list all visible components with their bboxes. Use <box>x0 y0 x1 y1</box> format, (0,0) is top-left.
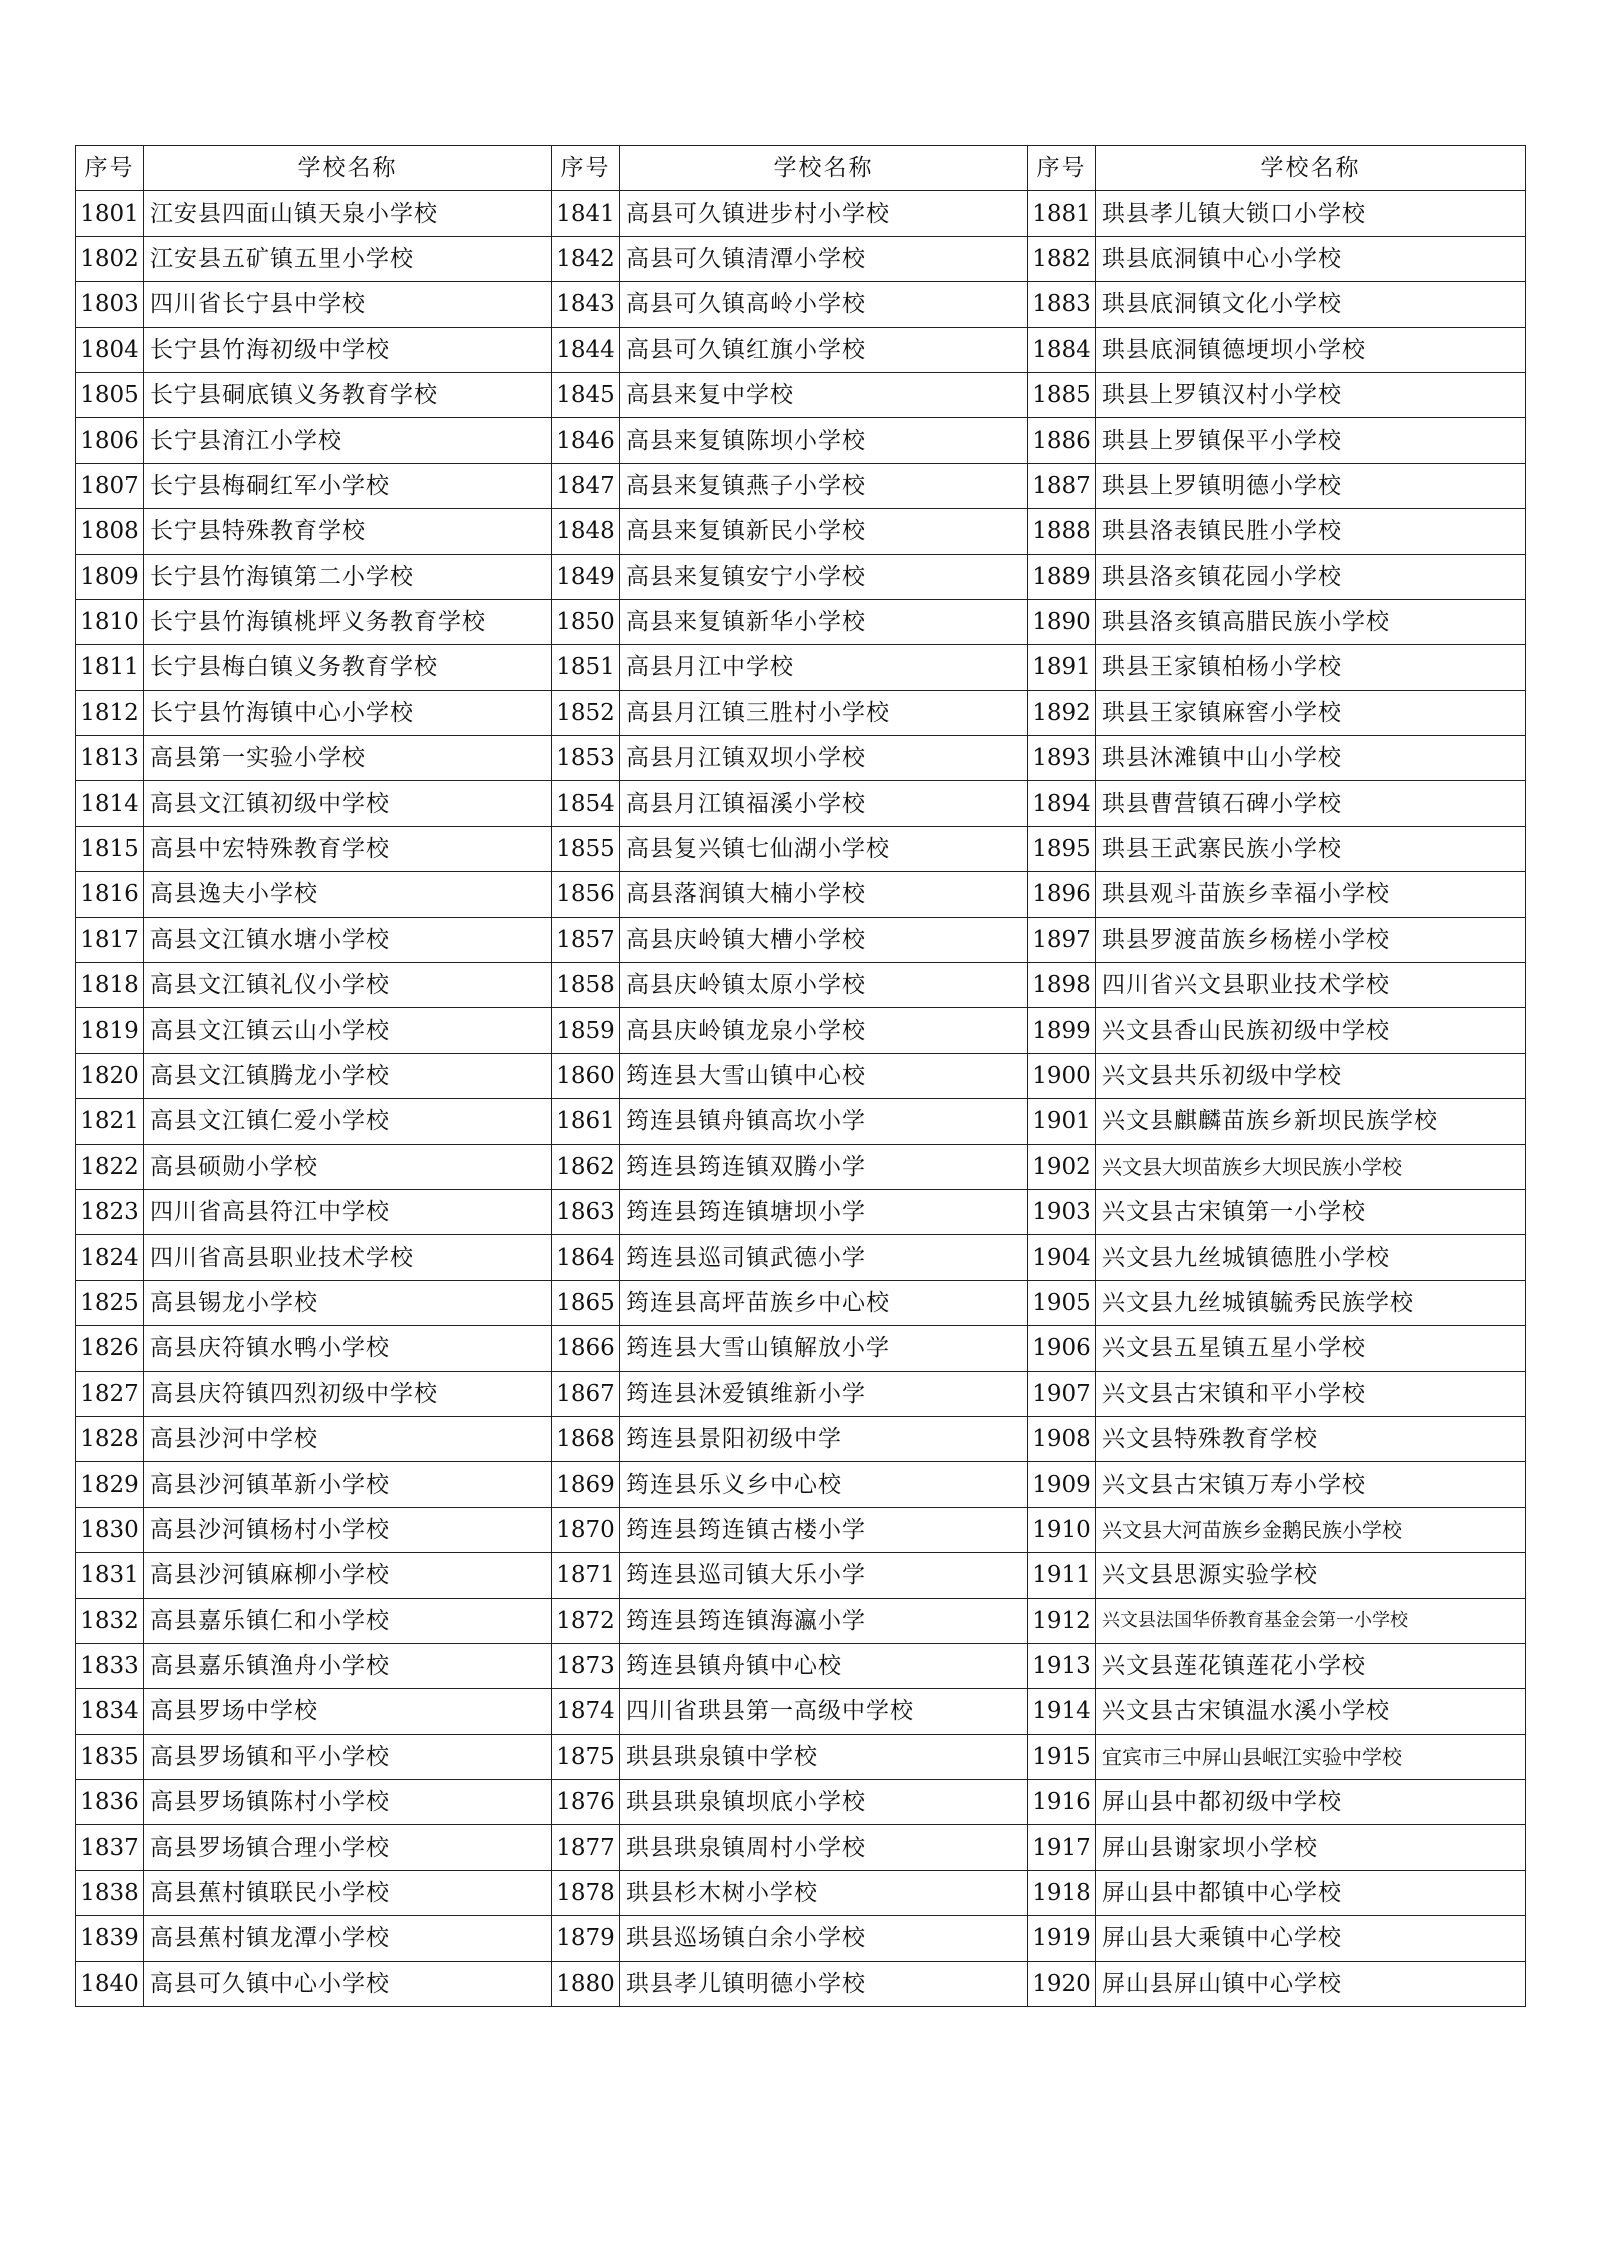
school-name: 屏山县中都初级中学校 <box>1096 1780 1526 1825</box>
row-number: 1879 <box>552 1916 620 1961</box>
school-name: 珙县王武寨民族小学校 <box>1096 826 1526 871</box>
school-name: 四川省长宁县中学校 <box>144 282 552 327</box>
table-row <box>76 1643 1526 1688</box>
row-number: 1911 <box>1028 1553 1096 1598</box>
row-number: 1825 <box>76 1280 144 1325</box>
table-row <box>76 1916 1526 1961</box>
row-number: 1810 <box>76 599 144 644</box>
school-name: 筠连县巡司镇大乐小学 <box>620 1553 1028 1598</box>
school-name: 高县庆符镇四烈初级中学校 <box>144 1371 552 1416</box>
table-row <box>76 1416 1526 1461</box>
school-name: 高县文江镇水塘小学校 <box>144 917 552 962</box>
row-number: 1801 <box>76 191 144 236</box>
row-number: 1883 <box>1028 282 1096 327</box>
header-num-1: 序号 <box>76 146 144 191</box>
row-number: 1850 <box>552 599 620 644</box>
row-number: 1920 <box>1028 1961 1096 2006</box>
school-name: 长宁县特殊教育学校 <box>144 509 552 554</box>
row-number: 1902 <box>1028 1144 1096 1189</box>
row-number: 1820 <box>76 1053 144 1098</box>
table-row <box>76 645 1526 690</box>
school-name: 珙县上罗镇明德小学校 <box>1096 463 1526 508</box>
school-name: 高县沙河镇麻柳小学校 <box>144 1553 552 1598</box>
school-name: 高县文江镇礼仪小学校 <box>144 963 552 1008</box>
row-number: 1915 <box>1028 1734 1096 1779</box>
row-number: 1870 <box>552 1507 620 1552</box>
row-number: 1882 <box>1028 236 1096 281</box>
school-name: 兴文县古宋镇第一小学校 <box>1096 1189 1526 1234</box>
table-row <box>76 599 1526 644</box>
row-number: 1912 <box>1028 1598 1096 1643</box>
school-name: 珙县珙泉镇周村小学校 <box>620 1825 1028 1870</box>
row-number: 1813 <box>76 736 144 781</box>
school-name: 高县文江镇腾龙小学校 <box>144 1053 552 1098</box>
school-list-table <box>75 145 1526 2007</box>
school-name: 珙县罗渡苗族乡杨槎小学校 <box>1096 917 1526 962</box>
row-number: 1845 <box>552 372 620 417</box>
school-name: 筠连县镇舟镇高坎小学 <box>620 1099 1028 1144</box>
row-number: 1818 <box>76 963 144 1008</box>
school-name: 高县来复镇新华小学校 <box>620 599 1028 644</box>
row-number: 1874 <box>552 1689 620 1734</box>
table-row <box>76 282 1526 327</box>
school-name: 长宁县竹海镇第二小学校 <box>144 554 552 599</box>
school-name: 珙县上罗镇保平小学校 <box>1096 418 1526 463</box>
school-name: 珙县洛表镇民胜小学校 <box>1096 509 1526 554</box>
school-name: 珙县杉木树小学校 <box>620 1870 1028 1915</box>
table-row <box>76 236 1526 281</box>
school-name: 高县沙河中学校 <box>144 1416 552 1461</box>
table-row <box>76 1144 1526 1189</box>
row-number: 1905 <box>1028 1280 1096 1325</box>
row-number: 1841 <box>552 191 620 236</box>
school-name: 高县沙河镇杨村小学校 <box>144 1507 552 1552</box>
school-name: 高县沙河镇革新小学校 <box>144 1462 552 1507</box>
row-number: 1842 <box>552 236 620 281</box>
row-number: 1824 <box>76 1235 144 1280</box>
row-number: 1809 <box>76 554 144 599</box>
row-number: 1830 <box>76 1507 144 1552</box>
row-number: 1838 <box>76 1870 144 1915</box>
school-name: 高县庆符镇水鸭小学校 <box>144 1326 552 1371</box>
school-name: 四川省兴文县职业技术学校 <box>1096 963 1526 1008</box>
school-name: 珙县王家镇柏杨小学校 <box>1096 645 1526 690</box>
school-name: 兴文县五星镇五星小学校 <box>1096 1326 1526 1371</box>
row-number: 1839 <box>76 1916 144 1961</box>
header-name-1: 学校名称 <box>144 146 552 191</box>
row-number: 1871 <box>552 1553 620 1598</box>
school-name: 珙县王家镇麻窖小学校 <box>1096 690 1526 735</box>
table-row <box>76 463 1526 508</box>
row-number: 1806 <box>76 418 144 463</box>
school-name: 筠连县景阳初级中学 <box>620 1416 1028 1461</box>
row-number: 1833 <box>76 1643 144 1688</box>
school-name: 筠连县筠连镇古楼小学 <box>620 1507 1028 1552</box>
school-name: 兴文县大坝苗族乡大坝民族小学校 <box>1096 1144 1526 1189</box>
table-row <box>76 1189 1526 1234</box>
row-number: 1815 <box>76 826 144 871</box>
row-number: 1857 <box>552 917 620 962</box>
table-row <box>76 554 1526 599</box>
school-name: 江安县四面山镇天泉小学校 <box>144 191 552 236</box>
school-name: 高县锡龙小学校 <box>144 1280 552 1325</box>
school-name: 屏山县中都镇中心学校 <box>1096 1870 1526 1915</box>
row-number: 1860 <box>552 1053 620 1098</box>
row-number: 1853 <box>552 736 620 781</box>
school-name: 珙县上罗镇汉村小学校 <box>1096 372 1526 417</box>
school-name: 筠连县巡司镇武德小学 <box>620 1235 1028 1280</box>
school-name: 筠连县大雪山镇解放小学 <box>620 1326 1028 1371</box>
school-name: 高县落润镇大楠小学校 <box>620 872 1028 917</box>
row-number: 1819 <box>76 1008 144 1053</box>
school-name: 高县罗场镇和平小学校 <box>144 1734 552 1779</box>
school-name: 兴文县九丝城镇毓秀民族学校 <box>1096 1280 1526 1325</box>
school-name: 珙县洛亥镇花园小学校 <box>1096 554 1526 599</box>
row-number: 1891 <box>1028 645 1096 690</box>
table-row <box>76 963 1526 1008</box>
school-name: 筠连县筠连镇双腾小学 <box>620 1144 1028 1189</box>
row-number: 1917 <box>1028 1825 1096 1870</box>
row-number: 1893 <box>1028 736 1096 781</box>
school-name: 兴文县思源实验学校 <box>1096 1553 1526 1598</box>
table-row <box>76 1961 1526 2006</box>
header-num-3: 序号 <box>1028 146 1096 191</box>
school-name: 兴文县九丝城镇德胜小学校 <box>1096 1235 1526 1280</box>
row-number: 1896 <box>1028 872 1096 917</box>
row-number: 1805 <box>76 372 144 417</box>
school-name: 筠连县乐义乡中心校 <box>620 1462 1028 1507</box>
row-number: 1804 <box>76 327 144 372</box>
row-number: 1888 <box>1028 509 1096 554</box>
school-name: 高县文江镇仁爱小学校 <box>144 1099 552 1144</box>
school-name: 兴文县大河苗族乡金鹅民族小学校 <box>1096 1507 1526 1552</box>
row-number: 1873 <box>552 1643 620 1688</box>
row-number: 1828 <box>76 1416 144 1461</box>
row-number: 1852 <box>552 690 620 735</box>
row-number: 1843 <box>552 282 620 327</box>
school-name: 高县罗场镇合理小学校 <box>144 1825 552 1870</box>
school-name: 珙县底洞镇文化小学校 <box>1096 282 1526 327</box>
table-row <box>76 1008 1526 1053</box>
table-row <box>76 327 1526 372</box>
school-name: 高县文江镇云山小学校 <box>144 1008 552 1053</box>
table-row <box>76 1689 1526 1734</box>
school-name: 珙县巡场镇白余小学校 <box>620 1916 1028 1961</box>
row-number: 1886 <box>1028 418 1096 463</box>
table-row <box>76 1099 1526 1144</box>
row-number: 1899 <box>1028 1008 1096 1053</box>
row-number: 1829 <box>76 1462 144 1507</box>
header-name-3: 学校名称 <box>1096 146 1526 191</box>
school-name: 高县可久镇红旗小学校 <box>620 327 1028 372</box>
row-number: 1919 <box>1028 1916 1096 1961</box>
school-name: 长宁县梅白镇义务教育学校 <box>144 645 552 690</box>
row-number: 1811 <box>76 645 144 690</box>
school-name: 高县可久镇高岭小学校 <box>620 282 1028 327</box>
school-name: 高县可久镇进步村小学校 <box>620 191 1028 236</box>
row-number: 1866 <box>552 1326 620 1371</box>
row-number: 1913 <box>1028 1643 1096 1688</box>
row-number: 1803 <box>76 282 144 327</box>
row-number: 1814 <box>76 781 144 826</box>
school-name: 筠连县镇舟镇中心校 <box>620 1643 1028 1688</box>
header-row <box>76 146 1526 191</box>
school-name: 高县复兴镇七仙湖小学校 <box>620 826 1028 871</box>
school-name: 高县月江镇双坝小学校 <box>620 736 1028 781</box>
school-name: 长宁县硐底镇义务教育学校 <box>144 372 552 417</box>
row-number: 1859 <box>552 1008 620 1053</box>
row-number: 1901 <box>1028 1099 1096 1144</box>
row-number: 1862 <box>552 1144 620 1189</box>
table-row <box>76 1326 1526 1371</box>
school-name: 长宁县淯江小学校 <box>144 418 552 463</box>
row-number: 1851 <box>552 645 620 690</box>
school-name: 高县可久镇中心小学校 <box>144 1961 552 2006</box>
row-number: 1802 <box>76 236 144 281</box>
table-row <box>76 1053 1526 1098</box>
school-name: 兴文县法国华侨教育基金会第一小学校 <box>1096 1598 1526 1643</box>
row-number: 1880 <box>552 1961 620 2006</box>
school-name: 兴文县特殊教育学校 <box>1096 1416 1526 1461</box>
row-number: 1846 <box>552 418 620 463</box>
table-row <box>76 917 1526 962</box>
row-number: 1848 <box>552 509 620 554</box>
row-number: 1855 <box>552 826 620 871</box>
school-name: 高县来复镇安宁小学校 <box>620 554 1028 599</box>
school-name: 珙县底洞镇中心小学校 <box>1096 236 1526 281</box>
row-number: 1864 <box>552 1235 620 1280</box>
school-name: 筠连县筠连镇塘坝小学 <box>620 1189 1028 1234</box>
row-number: 1861 <box>552 1099 620 1144</box>
row-number: 1844 <box>552 327 620 372</box>
row-number: 1868 <box>552 1416 620 1461</box>
row-number: 1914 <box>1028 1689 1096 1734</box>
table-row <box>76 1780 1526 1825</box>
row-number: 1890 <box>1028 599 1096 644</box>
row-number: 1865 <box>552 1280 620 1325</box>
school-name: 高县来复中学校 <box>620 372 1028 417</box>
school-name: 高县罗场镇陈村小学校 <box>144 1780 552 1825</box>
row-number: 1909 <box>1028 1462 1096 1507</box>
school-name: 珙县孝儿镇明德小学校 <box>620 1961 1028 2006</box>
table-row <box>76 1734 1526 1779</box>
row-number: 1826 <box>76 1326 144 1371</box>
row-number: 1822 <box>76 1144 144 1189</box>
school-name: 长宁县竹海镇中心小学校 <box>144 690 552 735</box>
row-number: 1872 <box>552 1598 620 1643</box>
school-name: 珙县珙泉镇坝底小学校 <box>620 1780 1028 1825</box>
school-name: 高县庆岭镇龙泉小学校 <box>620 1008 1028 1053</box>
school-name: 高县来复镇陈坝小学校 <box>620 418 1028 463</box>
row-number: 1821 <box>76 1099 144 1144</box>
school-name: 兴文县古宋镇温水溪小学校 <box>1096 1689 1526 1734</box>
row-number: 1876 <box>552 1780 620 1825</box>
school-name: 珙县洛亥镇高腊民族小学校 <box>1096 599 1526 644</box>
row-number: 1877 <box>552 1825 620 1870</box>
school-name: 兴文县莲花镇莲花小学校 <box>1096 1643 1526 1688</box>
row-number: 1869 <box>552 1462 620 1507</box>
row-number: 1807 <box>76 463 144 508</box>
row-number: 1863 <box>552 1189 620 1234</box>
school-name: 高县蕉村镇龙潭小学校 <box>144 1916 552 1961</box>
school-name: 长宁县竹海镇桃坪义务教育学校 <box>144 599 552 644</box>
row-number: 1835 <box>76 1734 144 1779</box>
table-row <box>76 781 1526 826</box>
row-number: 1906 <box>1028 1326 1096 1371</box>
school-name: 筠连县沐爱镇维新小学 <box>620 1371 1028 1416</box>
header-name-2: 学校名称 <box>620 146 1028 191</box>
row-number: 1856 <box>552 872 620 917</box>
school-name: 珙县珙泉镇中学校 <box>620 1734 1028 1779</box>
school-name: 珙县底洞镇德埂坝小学校 <box>1096 327 1526 372</box>
school-name: 高县硕勋小学校 <box>144 1144 552 1189</box>
school-name: 高县月江镇福溪小学校 <box>620 781 1028 826</box>
row-number: 1892 <box>1028 690 1096 735</box>
table-row <box>76 509 1526 554</box>
table-row <box>76 1507 1526 1552</box>
school-name: 珙县孝儿镇大锁口小学校 <box>1096 191 1526 236</box>
school-name: 高县庆岭镇大槽小学校 <box>620 917 1028 962</box>
school-name: 高县逸夫小学校 <box>144 872 552 917</box>
school-name: 四川省高县职业技术学校 <box>144 1235 552 1280</box>
row-number: 1895 <box>1028 826 1096 871</box>
table-row <box>76 1371 1526 1416</box>
table-row <box>76 372 1526 417</box>
row-number: 1903 <box>1028 1189 1096 1234</box>
table-row <box>76 1825 1526 1870</box>
row-number: 1908 <box>1028 1416 1096 1461</box>
school-name: 江安县五矿镇五里小学校 <box>144 236 552 281</box>
row-number: 1918 <box>1028 1870 1096 1915</box>
school-name: 高县来复镇燕子小学校 <box>620 463 1028 508</box>
row-number: 1831 <box>76 1553 144 1598</box>
row-number: 1878 <box>552 1870 620 1915</box>
school-name: 高县文江镇初级中学校 <box>144 781 552 826</box>
row-number: 1817 <box>76 917 144 962</box>
school-name: 长宁县梅硐红军小学校 <box>144 463 552 508</box>
school-name: 珙县沐滩镇中山小学校 <box>1096 736 1526 781</box>
school-name: 珙县曹营镇石碑小学校 <box>1096 781 1526 826</box>
school-name: 高县第一实验小学校 <box>144 736 552 781</box>
school-name: 筠连县大雪山镇中心校 <box>620 1053 1028 1098</box>
row-number: 1897 <box>1028 917 1096 962</box>
school-name: 筠连县高坪苗族乡中心校 <box>620 1280 1028 1325</box>
school-name: 兴文县古宋镇和平小学校 <box>1096 1371 1526 1416</box>
school-name: 高县庆岭镇太原小学校 <box>620 963 1028 1008</box>
school-name: 高县中宏特殊教育学校 <box>144 826 552 871</box>
row-number: 1858 <box>552 963 620 1008</box>
table-row <box>76 872 1526 917</box>
table-row <box>76 1235 1526 1280</box>
school-name: 兴文县麒麟苗族乡新坝民族学校 <box>1096 1099 1526 1144</box>
school-name: 高县蕉村镇联民小学校 <box>144 1870 552 1915</box>
school-name: 高县嘉乐镇仁和小学校 <box>144 1598 552 1643</box>
table-row <box>76 191 1526 236</box>
school-name: 屏山县谢家坝小学校 <box>1096 1825 1526 1870</box>
table-row <box>76 1553 1526 1598</box>
row-number: 1816 <box>76 872 144 917</box>
row-number: 1894 <box>1028 781 1096 826</box>
row-number: 1808 <box>76 509 144 554</box>
school-name: 屏山县屏山镇中心学校 <box>1096 1961 1526 2006</box>
school-name: 长宁县竹海初级中学校 <box>144 327 552 372</box>
school-name: 高县来复镇新民小学校 <box>620 509 1028 554</box>
table-body <box>76 191 1526 2007</box>
row-number: 1827 <box>76 1371 144 1416</box>
row-number: 1916 <box>1028 1780 1096 1825</box>
row-number: 1885 <box>1028 372 1096 417</box>
row-number: 1837 <box>76 1825 144 1870</box>
table-row <box>76 826 1526 871</box>
row-number: 1847 <box>552 463 620 508</box>
school-name: 兴文县香山民族初级中学校 <box>1096 1008 1526 1053</box>
school-name: 筠连县筠连镇海瀛小学 <box>620 1598 1028 1643</box>
table-row <box>76 418 1526 463</box>
table-header <box>76 146 1526 191</box>
table-row <box>76 1870 1526 1915</box>
row-number: 1889 <box>1028 554 1096 599</box>
school-name: 四川省珙县第一高级中学校 <box>620 1689 1028 1734</box>
row-number: 1812 <box>76 690 144 735</box>
row-number: 1904 <box>1028 1235 1096 1280</box>
table-row <box>76 1598 1526 1643</box>
table-row <box>76 1462 1526 1507</box>
row-number: 1907 <box>1028 1371 1096 1416</box>
school-name: 屏山县大乘镇中心学校 <box>1096 1916 1526 1961</box>
table-row <box>76 736 1526 781</box>
row-number: 1854 <box>552 781 620 826</box>
school-name: 高县嘉乐镇渔舟小学校 <box>144 1643 552 1688</box>
row-number: 1881 <box>1028 191 1096 236</box>
row-number: 1849 <box>552 554 620 599</box>
header-num-2: 序号 <box>552 146 620 191</box>
row-number: 1867 <box>552 1371 620 1416</box>
row-number: 1910 <box>1028 1507 1096 1552</box>
row-number: 1832 <box>76 1598 144 1643</box>
school-name: 高县罗场中学校 <box>144 1689 552 1734</box>
school-name: 珙县观斗苗族乡幸福小学校 <box>1096 872 1526 917</box>
row-number: 1887 <box>1028 463 1096 508</box>
row-number: 1898 <box>1028 963 1096 1008</box>
table-row <box>76 690 1526 735</box>
row-number: 1836 <box>76 1780 144 1825</box>
school-name: 高县月江中学校 <box>620 645 1028 690</box>
school-name: 兴文县共乐初级中学校 <box>1096 1053 1526 1098</box>
school-name: 兴文县古宋镇万寿小学校 <box>1096 1462 1526 1507</box>
row-number: 1840 <box>76 1961 144 2006</box>
row-number: 1875 <box>552 1734 620 1779</box>
row-number: 1834 <box>76 1689 144 1734</box>
school-name: 宜宾市三中屏山县岷江实验中学校 <box>1096 1734 1526 1779</box>
school-name: 高县可久镇清潭小学校 <box>620 236 1028 281</box>
row-number: 1884 <box>1028 327 1096 372</box>
row-number: 1900 <box>1028 1053 1096 1098</box>
school-name: 高县月江镇三胜村小学校 <box>620 690 1028 735</box>
school-name: 四川省高县符江中学校 <box>144 1189 552 1234</box>
table-row <box>76 1280 1526 1325</box>
row-number: 1823 <box>76 1189 144 1234</box>
